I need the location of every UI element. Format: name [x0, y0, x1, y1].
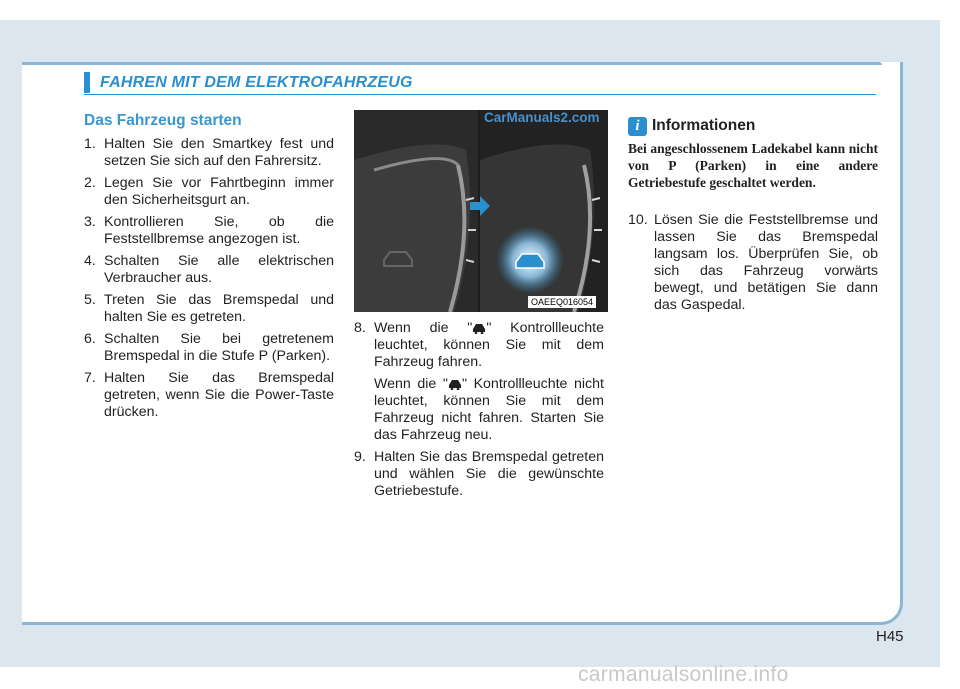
item-text: Treten Sie das Bremspedal und halten Sie es getreten. [104, 292, 334, 325]
item-text: Halten Sie das Bremspedal getreten und wählen Sie die gewünschte Getriebestufe. [374, 449, 604, 499]
car-ready-icon-lit [516, 254, 544, 268]
site-watermark: carmanualsonline.info [578, 663, 789, 686]
list-item [84, 292, 334, 326]
item-text: Halten Sie den Smartkey fest und setzen Sie sich auf den Fahrersitz. [104, 136, 334, 169]
right-column [628, 212, 878, 319]
figure-code: OAEEQ016054 [528, 296, 596, 308]
info-title: Informationen [652, 117, 756, 134]
section-title-rule [84, 94, 876, 95]
item-number: 4. [84, 253, 96, 269]
middle-column [354, 320, 604, 505]
list-item [354, 449, 604, 500]
item-text: Kontrollieren Sie, ob die Feststellbremse angezogen ist. [104, 214, 334, 247]
section-title-bar [84, 72, 90, 93]
list-item [84, 136, 334, 170]
list-item [84, 331, 334, 365]
sub-text-post: " Kontrollleuchte nicht leuchtet, können Sie mit dem Fahrzeug nicht fahren. Starten Sie das Fahrzeug neu. [374, 376, 604, 443]
list-item [354, 320, 604, 371]
item-number: 10. [628, 212, 648, 228]
car-indicator-icon [472, 322, 486, 334]
item-text-post: " Kontrollleuchte leuchtet, können Sie mit dem Fahrzeug fahren. [374, 320, 604, 370]
subsection-heading: Das Fahrzeug starten [84, 112, 242, 129]
item-text: Legen Sie vor Fahrtbeginn immer den Sicherheitsgurt an. [104, 175, 334, 208]
item-number: 5. [84, 292, 96, 308]
list-item [628, 212, 878, 314]
card-top-border [22, 62, 882, 65]
sub-text-pre: Wenn die " [374, 376, 448, 392]
info-body: Bei angeschlossenem Ladekabel kann nicht von P (Parken) in eine andere Getriebestufe geschaltet werden. [628, 141, 878, 190]
item-number: 1. [84, 136, 96, 152]
instrument-cluster-illustration [354, 110, 608, 312]
item-number: 6. [84, 331, 96, 347]
info-icon: i [628, 117, 647, 136]
item-text: Halten Sie das Bremspedal getreten, wenn Sie die Power-Taste drücken. [104, 370, 334, 420]
item-number: 9. [354, 449, 366, 465]
item-text-pre: Wenn die " [374, 320, 473, 336]
section-title: FAHREN MIT DEM ELEKTROFAHRZEUG [100, 74, 413, 91]
item-number: 7. [84, 370, 96, 386]
list-item [84, 214, 334, 248]
car-indicator-icon [448, 378, 462, 390]
item-number: 8. [354, 320, 366, 336]
item-text: Schalten Sie bei getretenem Bremspedal in die Stufe P (Parken). [104, 331, 334, 364]
item-text: Lösen Sie die Feststellbremse und lassen Sie das Bremspedal langsam los. Überprüfen Sie, ob sich das Fahrzeug vorwärts bewegt, und betätigen Sie dann das Gaspedal. [654, 212, 878, 313]
item-text: Schalten Sie alle elektrischen Verbraucher aus. [104, 253, 334, 286]
item-number: 2. [84, 175, 96, 191]
list-item [84, 253, 334, 287]
list-item [84, 175, 334, 209]
list-item [84, 370, 334, 421]
item-number: 3. [84, 214, 96, 230]
list-subparagraph [354, 376, 604, 444]
page-number: H45 [876, 628, 904, 645]
left-column [84, 136, 334, 426]
image-watermark: CarManuals2.com [484, 110, 600, 125]
cluster-drawing [354, 110, 608, 312]
